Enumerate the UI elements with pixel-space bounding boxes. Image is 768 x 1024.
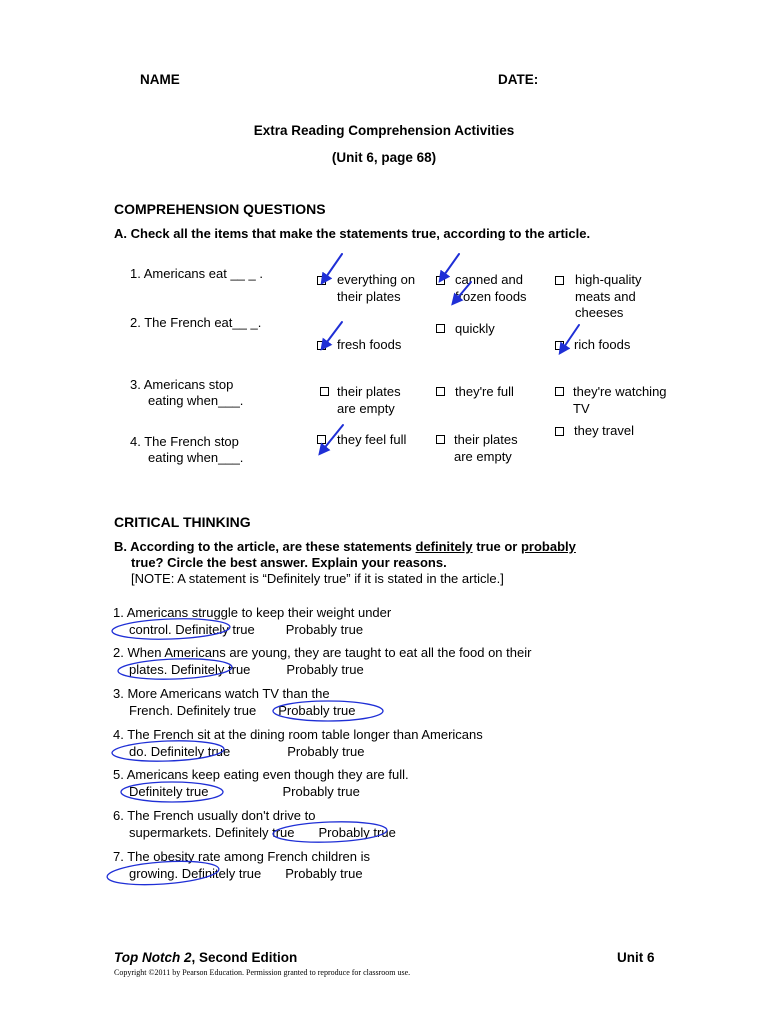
- instruction-text: B. According to the article, are these statements: [114, 539, 416, 554]
- critical-note: [NOTE: A statement is “Definitely true” if it is stated in the article.]: [131, 571, 504, 586]
- item-text-cont: control.: [129, 622, 172, 637]
- item-text: The obesity rate among French children is: [127, 849, 371, 864]
- ct-item-7: [113, 849, 370, 866]
- probably-true-option[interactable]: Probably true: [285, 622, 364, 637]
- question-3: [130, 377, 243, 409]
- ct-item-3: [113, 686, 330, 703]
- ct-item-1: [113, 605, 391, 622]
- probably-true-option[interactable]: Probably true: [282, 784, 360, 799]
- ct-item-6: [113, 808, 315, 825]
- question-text: The French eat__ _.: [144, 315, 262, 330]
- ct-item-5: [113, 767, 409, 784]
- option-q2-c: rich foods: [574, 337, 631, 352]
- question-1: [130, 266, 263, 282]
- copyright-notice: Copyright ©2011 by Pearson Education. Permission granted to reproduce for classroom use.: [114, 968, 411, 977]
- book-title-italic: Top Notch 2: [114, 950, 192, 965]
- item-number: 1.: [113, 605, 124, 620]
- checkbox-q3-c[interactable]: [555, 387, 564, 396]
- item-text: Americans struggle to keep their weight under: [126, 605, 392, 620]
- checkbox-q4-c[interactable]: [555, 427, 564, 436]
- ct-item-4-choices: [129, 744, 365, 761]
- page-subtitle: (Unit 6, page 68): [331, 150, 437, 165]
- question-2: [130, 315, 261, 331]
- item-number: 6.: [113, 808, 124, 823]
- definitely-true-option[interactable]: Definitely true: [175, 622, 255, 637]
- instruction-text: true or: [472, 539, 521, 554]
- ct-item-7-choices: [129, 866, 363, 883]
- question-text-cont: eating when___.: [148, 450, 244, 465]
- checkbox-q3-b[interactable]: [436, 387, 445, 396]
- item-text-cont: growing.: [129, 866, 179, 881]
- probably-true-option[interactable]: Probably true: [285, 866, 363, 881]
- name-label: NAME: [140, 72, 180, 87]
- probably-true-option[interactable]: Probably true: [278, 703, 356, 718]
- item-text: More Americans watch TV than the: [127, 686, 330, 701]
- probably-true-option[interactable]: Probably true: [287, 744, 365, 759]
- option-q4-c: they travel: [574, 423, 634, 438]
- definitely-true-option[interactable]: Definitely true: [150, 744, 231, 759]
- ct-item-6-choices: [129, 825, 396, 842]
- ct-item-2: [113, 645, 531, 662]
- critical-heading: CRITICAL THINKING: [114, 514, 251, 530]
- item-text-cont: supermarkets.: [129, 825, 212, 840]
- question-number: 1.: [130, 266, 141, 281]
- question-text: Americans stop: [143, 377, 234, 392]
- option-q4-b: their plates are empty: [454, 432, 518, 464]
- question-number: 3.: [130, 377, 141, 392]
- date-label: DATE:: [498, 72, 539, 87]
- checkbox-q1-b[interactable]: [436, 276, 445, 285]
- comprehension-heading: COMPREHENSION QUESTIONS: [114, 201, 326, 217]
- critical-instruction-line2: true? Circle the best answer. Explain your reasons.: [131, 555, 447, 570]
- item-text: Americans keep eating even though they are full.: [126, 767, 409, 782]
- option-q3-a: their plates are empty: [337, 384, 401, 416]
- checkbox-q1-c[interactable]: [555, 276, 564, 285]
- option-q3-b: they're full: [455, 384, 514, 399]
- definitely-true-option[interactable]: Definitely true: [215, 825, 295, 840]
- item-text-cont: do.: [129, 744, 148, 759]
- item-text: The French sit at the dining room table longer than Americans: [127, 727, 483, 742]
- unit-label: Unit 6: [617, 950, 655, 965]
- item-number: 4.: [113, 727, 124, 742]
- item-text-cont: plates.: [129, 662, 168, 677]
- option-q2-b: quickly: [455, 321, 495, 336]
- checkbox-q2-c[interactable]: [555, 341, 564, 350]
- checkbox-q4-b[interactable]: [436, 435, 445, 444]
- book-title: [114, 950, 297, 965]
- checkbox-q2-b[interactable]: [436, 324, 445, 333]
- item-text-cont: French.: [129, 703, 174, 718]
- item-number: 7.: [113, 849, 124, 864]
- ct-item-1-choices: [129, 622, 363, 639]
- item-number: 3.: [113, 686, 124, 701]
- checkbox-q2-a[interactable]: [317, 341, 326, 350]
- question-text: Americans eat __ _ .: [143, 266, 263, 281]
- page-title: Extra Reading Comprehension Activities: [253, 123, 515, 138]
- probably-true-option[interactable]: Probably true: [286, 662, 364, 677]
- ct-item-5-choices: [129, 784, 360, 801]
- question-4: [130, 434, 243, 466]
- option-q4-a: they feel full: [337, 432, 407, 447]
- checkbox-q1-a[interactable]: [317, 276, 326, 285]
- item-text: When Americans are young, they are taught to eat all the food on their: [127, 645, 532, 660]
- option-q1-a: everything on their plates: [337, 272, 416, 304]
- checkbox-q4-a[interactable]: [317, 435, 326, 444]
- book-title-rest: , Second Edition: [191, 950, 298, 965]
- question-number: 2.: [130, 315, 141, 330]
- definitely-true-option[interactable]: Definitely true: [170, 662, 251, 677]
- option-q1-c: high-quality meats and cheeses: [575, 272, 642, 320]
- definitely-true-option[interactable]: Definitely true: [181, 866, 262, 881]
- option-q3-c: they're watching TV: [573, 384, 667, 416]
- question-text-cont: eating when___.: [148, 393, 244, 408]
- item-number: 2.: [113, 645, 124, 660]
- ct-item-2-choices: [129, 662, 364, 679]
- critical-instruction: [114, 539, 576, 556]
- definitely-true-option[interactable]: Definitely true: [176, 703, 257, 718]
- item-number: 5.: [113, 767, 124, 782]
- definitely-true-option[interactable]: Definitely true: [129, 784, 209, 799]
- instruction-emphasis: probably: [520, 539, 576, 554]
- ct-item-3-choices: [129, 703, 356, 720]
- ct-item-4: [113, 727, 483, 744]
- item-text: The French usually don't drive to: [127, 808, 316, 823]
- comprehension-instruction: A. Check all the items that make the statements true, according to the article.: [114, 226, 591, 241]
- question-text: The French stop: [144, 434, 239, 449]
- checkbox-q3-a[interactable]: [320, 387, 329, 396]
- question-number: 4.: [130, 434, 141, 449]
- instruction-emphasis: definitely: [415, 539, 473, 554]
- option-q2-a: fresh foods: [337, 337, 402, 352]
- option-q1-b: canned and frozen foods: [455, 272, 527, 304]
- probably-true-option[interactable]: Probably true: [318, 825, 396, 840]
